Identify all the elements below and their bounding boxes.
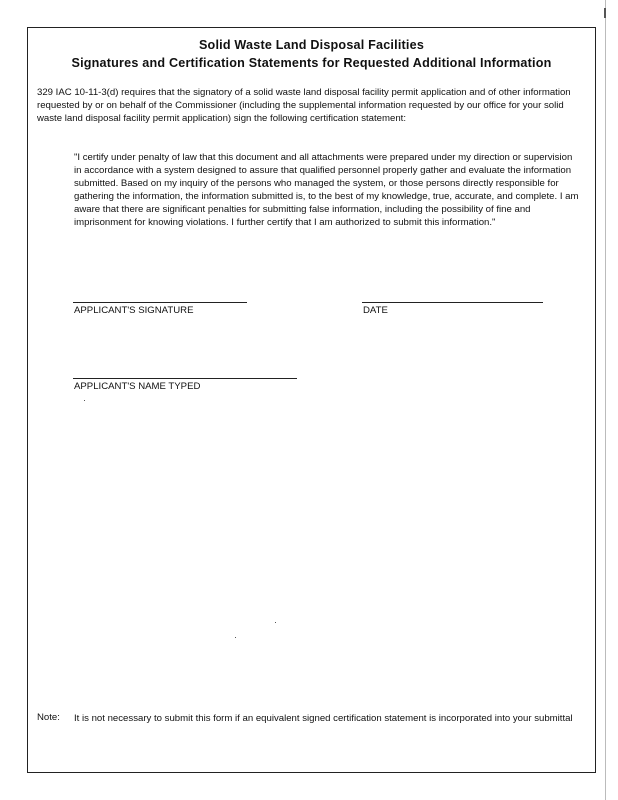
document-title: Solid Waste Land Disposal Facilities (198, 38, 425, 52)
date-label: DATE (363, 305, 388, 316)
note-text: It is not necessary to submit this form if an equivalent signed certification statement is incorporated into your submittal (74, 713, 573, 724)
applicant-signature-line[interactable] (73, 302, 247, 303)
certification-statement: "I certify under penalty of law that this document and all attachments were prepared under my direction or supervision in accordance with a system designed to assure that qualified personnel properly gather and evaluate the information submitted. Based on my inquiry of the persons who managed the system, or those persons directly responsible for gathering the information, the information submitted is, to the best of my knowledge, true, accurate, and complete. I am aware that there are significant penalties for submitting false information, including the possibility of fine and imprisonment for knowing violations. I further certify that I am authorized to submit this information." (74, 152, 579, 228)
scan-edge-line (605, 0, 606, 800)
page-border (27, 27, 596, 773)
intro-paragraph: 329 IAC 10-11-3(d) requires that the signatory of a solid waste land disposal facility permit application and of other information requested by or on behalf of the Commissioner (including the supplemental information requested by our office for your solid waste land disposal facility permit application) sign the following certification statement: (37, 87, 571, 124)
scan-speck (275, 622, 276, 623)
document-subtitle: Signatures and Certification Statements for Requested Additional Information (71, 56, 552, 70)
note-label: Note: (37, 712, 60, 723)
applicant-signature-label: APPLICANT'S SIGNATURE (74, 305, 194, 316)
scan-edge-mark (604, 8, 606, 18)
scan-speck (235, 637, 236, 638)
date-line[interactable] (362, 302, 543, 303)
applicant-name-label: APPLICANT'S NAME TYPED (74, 381, 201, 392)
applicant-name-line[interactable] (73, 378, 297, 379)
scan-speck (84, 400, 85, 401)
